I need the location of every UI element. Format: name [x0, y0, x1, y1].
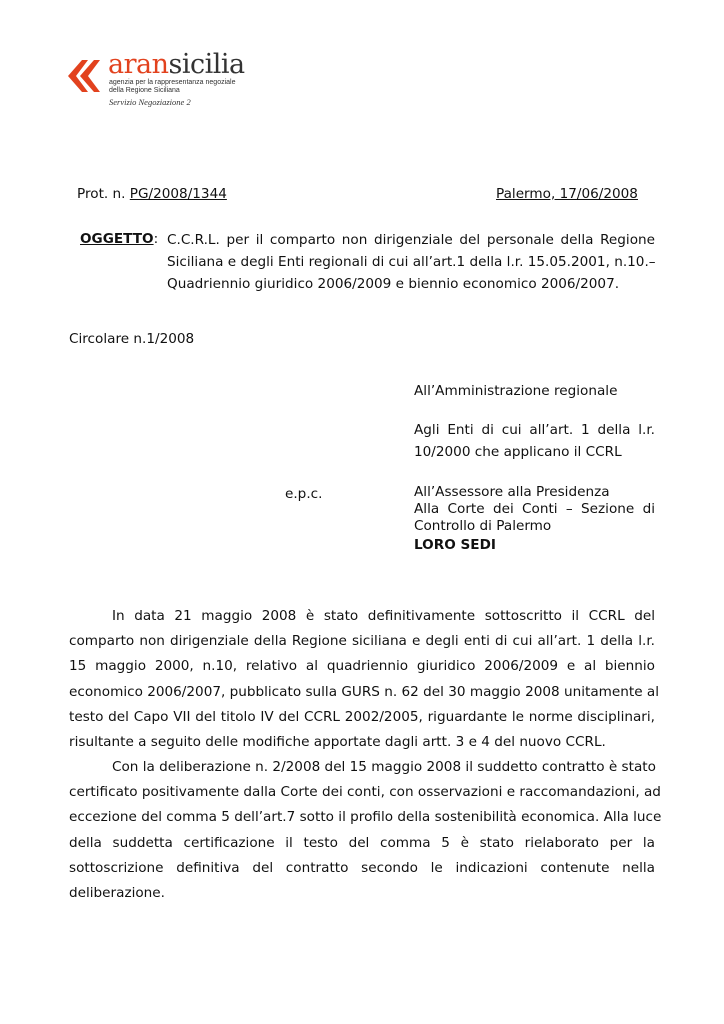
- subject-text: [167, 229, 655, 295]
- cc-line: Controllo di Palermo: [414, 518, 552, 534]
- protocol-number: PG/2008/1344: [129, 186, 227, 202]
- subject-separator: :: [153, 231, 159, 247]
- recipient-2-line: Agli Enti di cui all’art. 1 della l.r.: [414, 422, 655, 438]
- logo-brand-sicilia: sicilia: [168, 49, 245, 80]
- recipient-1: All’Amministrazione regionale: [414, 383, 618, 399]
- body-line: 15 maggio 2000, n.10, relativo al quadriennio giuridico 2006/2009 e al biennio: [69, 658, 655, 675]
- subject-label-group: [80, 231, 158, 248]
- body-line: Con la deliberazione n. 2/2008 del 15 maggio 2008 il suddetto contratto è stato: [112, 759, 656, 775]
- body-line: deliberazione.: [69, 885, 165, 902]
- subject-line: Siciliana e degli Enti regionali di cui all’art.1 della l.r. 15.05.2001, n.10.–: [167, 254, 656, 270]
- recipient-2-line: 10/2000 che applicano il CCRL: [414, 444, 622, 460]
- logo-brand-aran: aran: [108, 49, 169, 80]
- recipient-2: [414, 419, 655, 463]
- body-line: testo del Capo VII del titolo IV del CCRL 2002/2005, riguardante le norme disciplinari,: [69, 708, 655, 725]
- closing-loro-sedi: LORO SEDI: [414, 537, 496, 553]
- logo-wordmark: [108, 50, 245, 80]
- body-paragraph-1: [69, 604, 659, 755]
- cc-line: Alla Corte dei Conti – Sezione di: [414, 501, 655, 517]
- protocol-label: Prot. n.: [77, 186, 130, 202]
- body-line: economico 2006/2007, pubblicato sulla GURS n. 62 del 30 maggio 2008 unitamente al: [69, 683, 659, 700]
- body-line: In data 21 maggio 2008 è stato definitivamente sottoscritto il CCRL del: [112, 608, 655, 624]
- body-line: della suddetta certificazione il testo del comma 5 è stato rielaborato per la: [69, 834, 655, 851]
- subject-line: C.C.R.L. per il comparto non dirigenziale del personale della Regione: [167, 232, 655, 248]
- double-chevron-left-icon: [68, 60, 104, 92]
- cc-line: All’Assessore alla Presidenza: [414, 484, 610, 500]
- body-line: sottoscrizione definitiva del contratto secondo le indicazioni contenute nella: [69, 859, 655, 876]
- circular-number: Circolare n.1/2008: [69, 331, 195, 347]
- body-line: eccezione del comma 5 dell’art.7 sotto il profilo della sostenibilità economica. Alla luce: [69, 809, 662, 826]
- body-line: risultante a seguito delle modifiche apportate dagli artt. 3 e 4 del nuovo CCRL.: [69, 734, 606, 751]
- protocol-line: [77, 186, 227, 203]
- aransicilia-logo: [68, 49, 245, 110]
- service-name: Servizio Negoziazione 2: [109, 97, 191, 107]
- cc-label: e.p.c.: [285, 486, 323, 502]
- logo-tagline-line1: agenzia per la rappresentanza negoziale: [109, 79, 236, 86]
- logo-tagline: [109, 79, 235, 94]
- cc-recipients: [414, 484, 655, 535]
- subject-line: Quadriennio giuridico 2006/2009 e biennio economico 2006/2007.: [167, 276, 620, 292]
- place-date: Palermo, 17/06/2008: [496, 186, 638, 202]
- body-line: certificato positivamente dalla Corte dei conti, con osservazioni e raccomandazioni, ad: [69, 784, 661, 801]
- subject-label: OGGETTO: [80, 231, 154, 247]
- body-line: comparto non dirigenziale della Regione siciliana e degli enti di cui all’art. 1 della l.r.: [69, 633, 655, 650]
- logo-tagline-line2: della Regione Siciliana: [109, 86, 180, 94]
- body-paragraph-2: [69, 755, 662, 906]
